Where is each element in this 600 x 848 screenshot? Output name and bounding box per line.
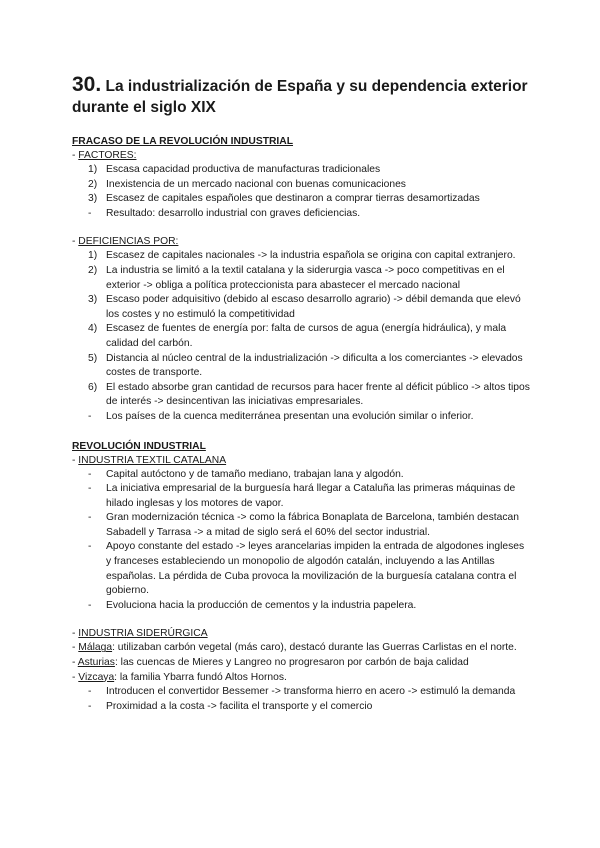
section-heading-revolucion: REVOLUCIÓN INDUSTRIAL	[72, 440, 206, 452]
subheading-textil: - INDUSTRIA TEXTIL CATALANA	[72, 454, 227, 466]
factores-list	[72, 163, 532, 221]
list-item: 3) Escasez de capitales españoles que destinaron a comprar tierras desamortizadas	[88, 193, 480, 205]
list-item: 1) Escasa capacidad productiva de manufacturas tradicionales	[88, 164, 381, 175]
list-item: 1) Escasez de capitales nacionales -> la industria española se origina con capital extranjero.	[88, 250, 516, 262]
list-item: - Capital autóctono y de tamaño mediano, trabajan lana y algodón.	[88, 468, 404, 480]
vizcaya-line: - Vizcaya: la familia Ybarra fundó Altos Hornos.	[72, 671, 287, 683]
title-text: La industrialización de España y su dependencia exterior durante el siglo XIX	[72, 78, 528, 116]
list-item: 3) Escaso poder adquisitivo (debido al escaso desarrollo agrario) -> débil demanda que elevó los costes y no estimuló la competitividad	[88, 294, 521, 320]
siderurgica-label: INDUSTRIA SIDERÚRGICA	[78, 628, 208, 640]
asturias-place: Asturias	[77, 657, 115, 669]
textil-label: INDUSTRIA TEXTIL CATALANA	[78, 454, 227, 466]
subheading-factores: - FACTORES:	[72, 150, 137, 161]
page-title	[72, 74, 532, 118]
asturias-line: - Asturias: las cuencas de Mieres y Langreo no progresaron por carbón de baja calidad	[72, 657, 469, 669]
list-item: - Los países de la cuenca mediterránea presentan una evolución similar o inferior.	[88, 410, 474, 422]
textil-list	[72, 468, 532, 614]
subheading-deficiencias: - DEFICIENCIAS POR:	[72, 236, 179, 248]
factores-label: FACTORES:	[78, 150, 137, 161]
title-number: 30.	[72, 73, 102, 96]
list-item: 6) El estado absorbe gran cantidad de recursos para hacer frente al déficit público -> altos tipos de interés -> desincentivan las iniciativas empresariales.	[88, 381, 530, 408]
list-item: 4) Escasez de fuentes de energía por: falta de cursos de agua (energía hidráulica), y mala calidad del carbón.	[88, 323, 507, 349]
list-item: - Evoluciona hacia la producción de cementos y la industria papelera.	[88, 599, 417, 611]
subheading-siderurgica: - INDUSTRIA SIDERÚRGICA	[72, 628, 208, 640]
list-item: - Apoyo constante del estado -> leyes arancelarias impiden la entrada de algodones ingleses y franceses estableciendo un monopolio de algodón catalán, incluyendo a las Antillas españolas. La pérdida de Cuba provoca la movilización de la burguesía catalana contra el gobierno.	[88, 541, 525, 597]
list-item: - Gran modernización técnica -> como la fábrica Bonaplata de Barcelona, también destacan Sabadell y Tarrasa -> a mitad de siglo será el 60% del sector industrial.	[88, 512, 519, 538]
list-item: - Proximidad a la costa -> facilita el transporte y el comercio	[88, 700, 373, 712]
vizcaya-list	[72, 685, 532, 714]
malaga-line: - Málaga: utilizaban carbón vegetal (más caro), destacó durante las Guerras Carlistas en el norte.	[72, 642, 517, 654]
malaga-place: Málaga	[78, 642, 113, 654]
deficiencias-label: DEFICIENCIAS POR:	[78, 236, 179, 248]
list-item: 5) Distancia al núcleo central de la industrialización -> dificulta a los comerciantes -> elevados costes de transporte.	[88, 352, 523, 379]
list-item: 2) Inexistencia de un mercado nacional con buenas comunicaciones	[88, 178, 406, 190]
vizcaya-place: Vizcaya	[78, 671, 115, 683]
list-item: - La iniciativa empresarial de la burguesía hará llegar a Cataluña las primeras máquinas de hilado inglesas y los motores de vapor.	[88, 483, 516, 509]
list-item: 2) La industria se limitó a la textil catalana y la siderurgia vasca -> poco competitivas en el exterior -> obliga a política proteccionista para abastecer el mercado nacional	[88, 264, 505, 291]
list-item: - Resultado: desarrollo industrial con graves deficiencias.	[88, 207, 361, 219]
list-item: - Introducen el convertidor Bessemer -> transforma hierro en acero -> estimuló la demanda	[88, 686, 516, 698]
document-page	[72, 74, 532, 714]
deficiencias-list	[72, 249, 532, 424]
section-heading-fracaso: FRACASO DE LA REVOLUCIÓN INDUSTRIAL	[72, 136, 294, 147]
